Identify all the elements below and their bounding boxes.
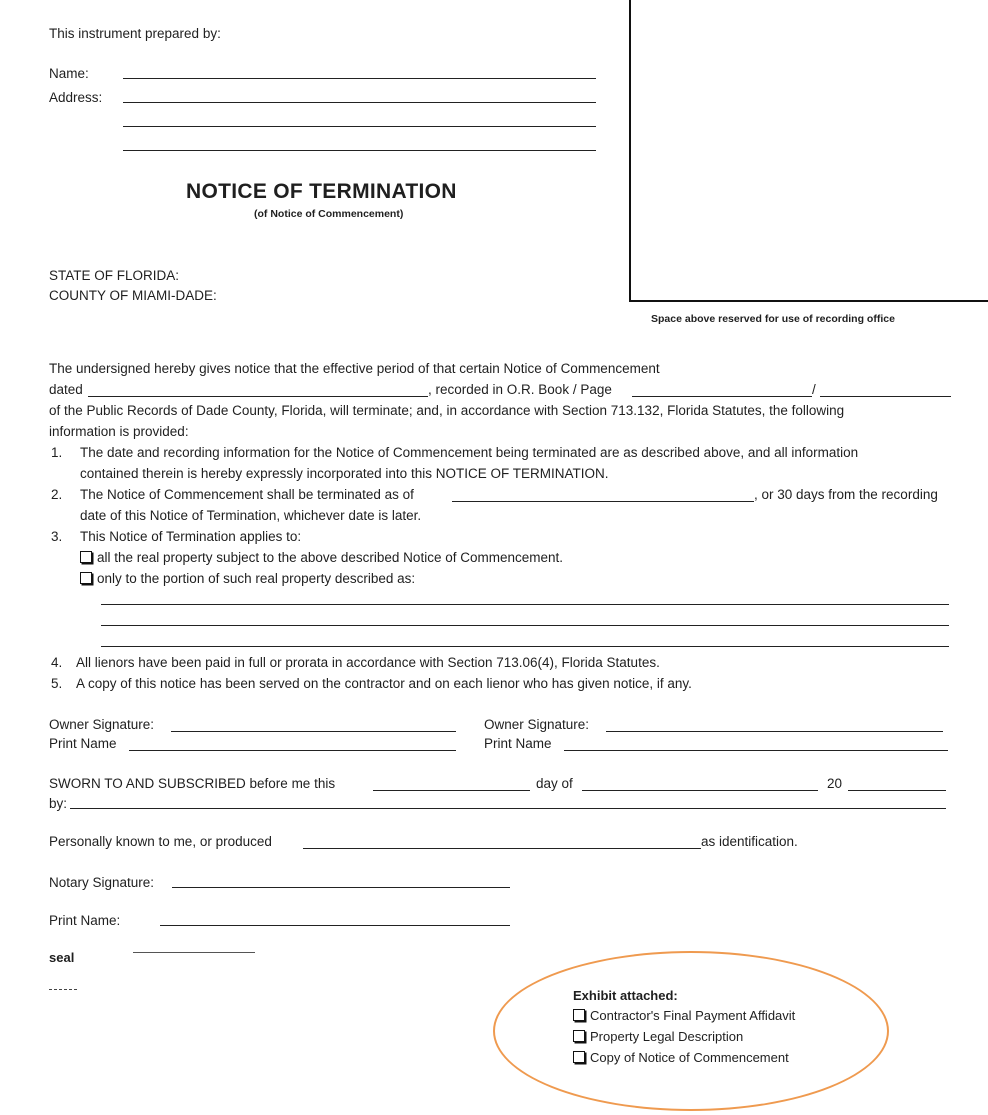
- slash: /: [812, 382, 816, 397]
- address-field-3[interactable]: [123, 150, 596, 151]
- checkbox-icon[interactable]: [80, 572, 92, 584]
- item3-text: This Notice of Termination applies to:: [80, 529, 302, 544]
- property-description-line-2[interactable]: [101, 625, 949, 626]
- item1-number: 1.: [51, 445, 63, 460]
- owner-signature-right-field[interactable]: [606, 731, 943, 732]
- exhibit-item-notice-copy[interactable]: [573, 1050, 789, 1065]
- checkbox-icon[interactable]: [80, 551, 92, 563]
- item1-line1: The date and recording information for the Notice of Commencement being terminated are as described above, and all information: [80, 445, 859, 460]
- prepared-by-label: This instrument prepared by:: [49, 26, 221, 41]
- dated-field[interactable]: [88, 396, 428, 397]
- notary-signature-label: Notary Signature:: [49, 875, 155, 890]
- print-name-left-label: Print Name: [49, 736, 117, 751]
- day-of-label: day of: [536, 776, 573, 791]
- item3-number: 3.: [51, 529, 63, 544]
- item4-text: All lienors have been paid in full or prorata in accordance with Section 713.06(4), Florida Statutes.: [76, 655, 660, 670]
- termination-date-field[interactable]: [452, 501, 754, 502]
- owner-signature-left-field[interactable]: [171, 731, 456, 732]
- item2-text-b: , or 30 days from the recording: [754, 487, 938, 502]
- intro-text: The undersigned hereby gives notice that the effective period of that certain Notice of Commencement: [49, 361, 660, 376]
- recording-office-box: [629, 0, 988, 302]
- owner-signature-right-label: Owner Signature:: [484, 717, 590, 732]
- by-label: by:: [49, 796, 68, 811]
- document-title: NOTICE OF TERMINATION: [186, 180, 457, 203]
- item5-text: A copy of this notice has been served on the contractor and on each lienor who has given notice, if any.: [76, 676, 692, 691]
- property-description-line-3[interactable]: [101, 646, 949, 647]
- sworn-year-field[interactable]: [848, 790, 946, 791]
- exhibit-heading: Exhibit attached:: [573, 988, 678, 1003]
- public-records-text: of the Public Records of Dade County, Florida, will terminate; and, in accordance with Section 713.132, Florida Statutes, the following: [49, 403, 845, 418]
- name-field[interactable]: [123, 78, 596, 79]
- exhibit-item-legal-description[interactable]: [573, 1029, 743, 1044]
- sworn-text: SWORN TO AND SUBSCRIBED before me this: [49, 776, 336, 791]
- notary-print-name-field[interactable]: [160, 925, 510, 926]
- checkbox-icon[interactable]: [573, 1009, 585, 1021]
- sworn-by-field[interactable]: [70, 808, 946, 809]
- item2-line2: date of this Notice of Termination, whichever date is later.: [80, 508, 422, 523]
- book-field[interactable]: [632, 396, 812, 397]
- recorded-label: , recorded in O.R. Book / Page: [428, 382, 612, 397]
- info-provided-text: information is provided:: [49, 424, 189, 439]
- address-field-2[interactable]: [123, 126, 596, 127]
- county-label: COUNTY OF MIAMI-DADE:: [49, 288, 217, 303]
- checkbox-icon[interactable]: [573, 1051, 585, 1063]
- option-all-property[interactable]: [80, 550, 563, 565]
- option-all-property-label: all the real property subject to the above described Notice of Commencement.: [97, 550, 563, 565]
- as-identification-text: as identification.: [701, 834, 798, 849]
- option-portion-property[interactable]: [80, 571, 415, 586]
- address-label: Address:: [49, 90, 103, 105]
- notary-print-name-label: Print Name:: [49, 913, 121, 928]
- sworn-day-field[interactable]: [373, 790, 530, 791]
- item2-text-a: The Notice of Commencement shall be terminated as of: [80, 487, 414, 502]
- exhibit-item-label: Copy of Notice of Commencement: [590, 1050, 789, 1065]
- year-prefix: 20: [827, 776, 843, 791]
- sworn-month-field[interactable]: [582, 790, 818, 791]
- personally-known-text: Personally known to me, or produced: [49, 834, 272, 849]
- property-description-line-1[interactable]: [101, 604, 949, 605]
- page-field[interactable]: [820, 396, 951, 397]
- item1-line2: contained therein is hereby expressly incorporated into this NOTICE OF TERMINATION.: [80, 466, 609, 481]
- address-field-1[interactable]: [123, 102, 596, 103]
- seal-line: [133, 952, 255, 953]
- identification-field[interactable]: [303, 848, 701, 849]
- recording-box-caption: Space above reserved for use of recording office: [651, 313, 895, 325]
- print-name-right-field[interactable]: [564, 750, 948, 751]
- checkbox-icon[interactable]: [573, 1030, 585, 1042]
- name-label: Name:: [49, 66, 89, 81]
- state-label: STATE OF FLORIDA:: [49, 268, 180, 283]
- exhibit-item-label: Property Legal Description: [590, 1029, 744, 1044]
- owner-signature-left-label: Owner Signature:: [49, 717, 155, 732]
- item2-number: 2.: [51, 487, 63, 502]
- seal-label: seal: [49, 950, 75, 965]
- exhibit-item-final-payment[interactable]: [573, 1008, 795, 1023]
- exhibit-item-label: Contractor's Final Payment Affidavit: [590, 1008, 796, 1023]
- print-name-left-field[interactable]: [129, 750, 456, 751]
- dated-label: dated: [49, 382, 83, 397]
- item5-number: 5.: [51, 676, 63, 691]
- item4-number: 4.: [51, 655, 63, 670]
- seal-mark: [49, 989, 77, 990]
- print-name-right-label: Print Name: [484, 736, 552, 751]
- document-subtitle: (of Notice of Commencement): [254, 208, 404, 220]
- option-portion-property-label: only to the portion of such real property described as:: [97, 571, 416, 586]
- notary-signature-field[interactable]: [172, 887, 510, 888]
